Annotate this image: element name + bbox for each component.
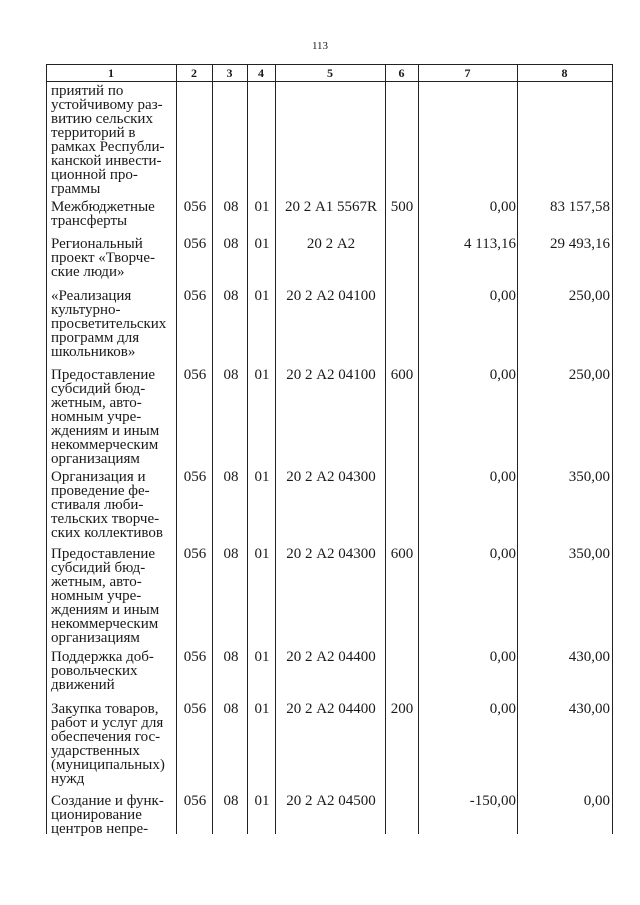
row-name: «Реализация культурно- просветительских программ для школьников»: [51, 288, 167, 360]
subsection-code: 01: [254, 701, 270, 717]
amount-change: 0,00: [489, 288, 516, 304]
subsection-code: 01: [254, 649, 270, 665]
subsection-code: 01: [254, 199, 270, 215]
ministry-code: 056: [183, 701, 207, 717]
row-name: приятий по устойчивому раз- витию сельских территорий в рамках Республи- канской инвести- ционной про- граммы: [51, 83, 165, 197]
column-header-5: 5: [327, 66, 333, 80]
row-name: Региональный проект «Творче- ские люди»: [51, 236, 155, 280]
section-code: 08: [223, 546, 239, 562]
ministry-code: 056: [183, 649, 207, 665]
row-name: Поддержка доб- ровольческих движений: [51, 649, 154, 693]
row-name: Предоставление субсидий бюд- жетным, авто- номным учре- ждениям и иным некоммерческим организациям: [51, 546, 160, 646]
expense-type-code: 200: [390, 701, 414, 717]
column-border: [517, 64, 518, 834]
target-article-code: 20 2 А2 04100: [286, 367, 376, 383]
ministry-code: 056: [183, 367, 207, 383]
column-header-1: 1: [108, 66, 114, 80]
ministry-code: 056: [183, 469, 207, 485]
column-border: [247, 64, 248, 834]
column-header-7: 7: [464, 66, 471, 80]
column-border: [385, 64, 386, 834]
header-bottom-border: [46, 81, 613, 82]
section-code: 08: [223, 793, 239, 809]
ministry-code: 056: [183, 288, 207, 304]
target-article-code: 20 2 А2: [306, 236, 356, 252]
amount-total: 250,00: [568, 367, 610, 383]
amount-change: 0,00: [489, 367, 516, 383]
subsection-code: 01: [254, 288, 270, 304]
subsection-code: 01: [254, 546, 270, 562]
amount-change: 0,00: [489, 649, 516, 665]
section-code: 08: [223, 288, 239, 304]
column-border: [212, 64, 213, 834]
ministry-code: 056: [183, 546, 207, 562]
column-header-2: 2: [191, 66, 197, 80]
ministry-code: 056: [183, 793, 207, 809]
amount-total: 83 157,58: [550, 199, 610, 215]
row-name: Организация и проведение фе- стиваля люби- тельских творче- ских коллективов: [51, 469, 163, 541]
amount-total: 430,00: [568, 649, 610, 665]
amount-total: 430,00: [568, 701, 610, 717]
target-article-code: 20 2 А2 04500: [286, 793, 376, 809]
subsection-code: 01: [254, 236, 270, 252]
section-code: 08: [223, 199, 239, 215]
column-header-4: 4: [258, 66, 264, 80]
subsection-code: 01: [254, 469, 270, 485]
target-article-code: 20 2 А2 04300: [286, 469, 376, 485]
amount-total: 29 493,16: [550, 236, 610, 252]
column-border: [46, 64, 47, 834]
page-number: 113: [311, 40, 329, 52]
subsection-code: 01: [254, 793, 270, 809]
expense-type-code: 600: [390, 367, 414, 383]
ministry-code: 056: [183, 236, 207, 252]
expense-type-code: 500: [390, 199, 414, 215]
row-name: Закупка товаров, работ и услуг для обеспечения гос- ударственных (муниципальных) нужд: [51, 701, 165, 787]
target-article-code: 20 2 А2 04300: [286, 546, 376, 562]
section-code: 08: [223, 469, 239, 485]
amount-change: 4 113,16: [464, 236, 516, 252]
column-header-8: 8: [561, 66, 568, 80]
target-article-code: 20 2 А1 5567R: [284, 199, 378, 215]
target-article-code: 20 2 А2 04400: [286, 649, 376, 665]
column-header-6: 6: [398, 66, 405, 80]
amount-change: 0,00: [489, 701, 516, 717]
target-article-code: 20 2 А2 04100: [286, 288, 376, 304]
amount-change: 0,00: [489, 546, 516, 562]
column-border: [612, 64, 613, 834]
amount-total: 250,00: [568, 288, 610, 304]
amount-total: 350,00: [568, 546, 610, 562]
row-name: Межбюджетные трансферты: [51, 199, 155, 229]
row-name: Создание и функ- ционирование центров непре-: [51, 793, 164, 837]
section-code: 08: [223, 367, 239, 383]
subsection-code: 01: [254, 367, 270, 383]
amount-total: 0,00: [583, 793, 610, 809]
amount-change: 0,00: [489, 469, 516, 485]
column-border: [418, 64, 419, 834]
table-top-border: [46, 64, 613, 65]
section-code: 08: [223, 701, 239, 717]
amount-change: 0,00: [489, 199, 516, 215]
ministry-code: 056: [183, 199, 207, 215]
section-code: 08: [223, 236, 239, 252]
target-article-code: 20 2 А2 04400: [286, 701, 376, 717]
amount-total: 350,00: [568, 469, 610, 485]
amount-change: -150,00: [469, 793, 516, 809]
column-border: [275, 64, 276, 834]
expense-type-code: 600: [390, 546, 414, 562]
column-border: [176, 64, 177, 834]
section-code: 08: [223, 649, 239, 665]
budget-table: [46, 64, 613, 837]
row-name: Предоставление субсидий бюд- жетным, авто- номным учре- ждениям и иным некоммерческим организациям: [51, 367, 160, 467]
column-header-3: 3: [226, 66, 233, 80]
